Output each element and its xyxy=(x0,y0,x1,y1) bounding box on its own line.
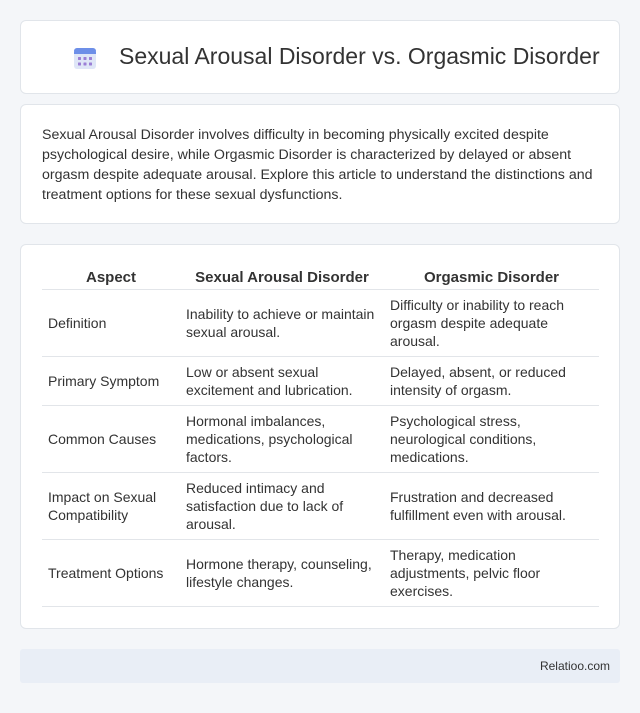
footer xyxy=(20,649,620,683)
intro-text: Sexual Arousal Disorder involves difficulty in becoming physically excited despite psychological desire, while Orgasmic Disorder is characterized by delayed or absent orgasm despite adequate arousal. Explore this article to understand the distinctions and treatment options for these sexual dysfunctions. xyxy=(42,127,593,203)
row-orgasmic-value: Difficulty or inability to reach orgasm despite adequate arousal. xyxy=(384,289,599,356)
title-card xyxy=(20,20,620,94)
table-row xyxy=(42,539,599,606)
row-arousal-value: Low or absent sexual excitement and lubrication. xyxy=(180,356,384,405)
row-orgasmic-value: Frustration and decreased fulfillment even with arousal. xyxy=(384,472,599,539)
row-aspect: Treatment Options xyxy=(42,539,180,606)
comparison-card xyxy=(20,244,620,629)
table-header-row xyxy=(42,267,599,289)
comparison-table xyxy=(42,267,599,607)
page-title: Sexual Arousal Disorder vs. Orgasmic Disorder xyxy=(119,43,600,69)
intro-card xyxy=(20,104,620,224)
row-orgasmic-value: Delayed, absent, or reduced intensity of orgasm. xyxy=(384,356,599,405)
header-orgasmic-disorder: Orgasmic Disorder xyxy=(384,267,599,289)
table-row xyxy=(42,289,599,356)
row-aspect: Impact on Sexual Compatibility xyxy=(42,472,180,539)
row-orgasmic-value: Psychological stress, neurological conditions, medications. xyxy=(384,405,599,472)
header-sexual-arousal-disorder: Sexual Arousal Disorder xyxy=(180,267,384,289)
row-arousal-value: Reduced intimacy and satisfaction due to lack of arousal. xyxy=(180,472,384,539)
row-aspect: Definition xyxy=(42,289,180,356)
row-arousal-value: Hormonal imbalances, medications, psychological factors. xyxy=(180,405,384,472)
table-row xyxy=(42,356,599,405)
row-aspect: Common Causes xyxy=(42,405,180,472)
header-aspect: Aspect xyxy=(42,267,180,289)
row-aspect: Primary Symptom xyxy=(42,356,180,405)
footer-brand: Relatioo.com xyxy=(539,659,610,673)
row-arousal-value: Inability to achieve or maintain sexual arousal. xyxy=(180,289,384,356)
table-row xyxy=(42,472,599,539)
calendar-icon xyxy=(73,46,97,70)
row-arousal-value: Hormone therapy, counseling, lifestyle changes. xyxy=(180,539,384,606)
row-orgasmic-value: Therapy, medication adjustments, pelvic floor exercises. xyxy=(384,539,599,606)
table-row xyxy=(42,405,599,472)
